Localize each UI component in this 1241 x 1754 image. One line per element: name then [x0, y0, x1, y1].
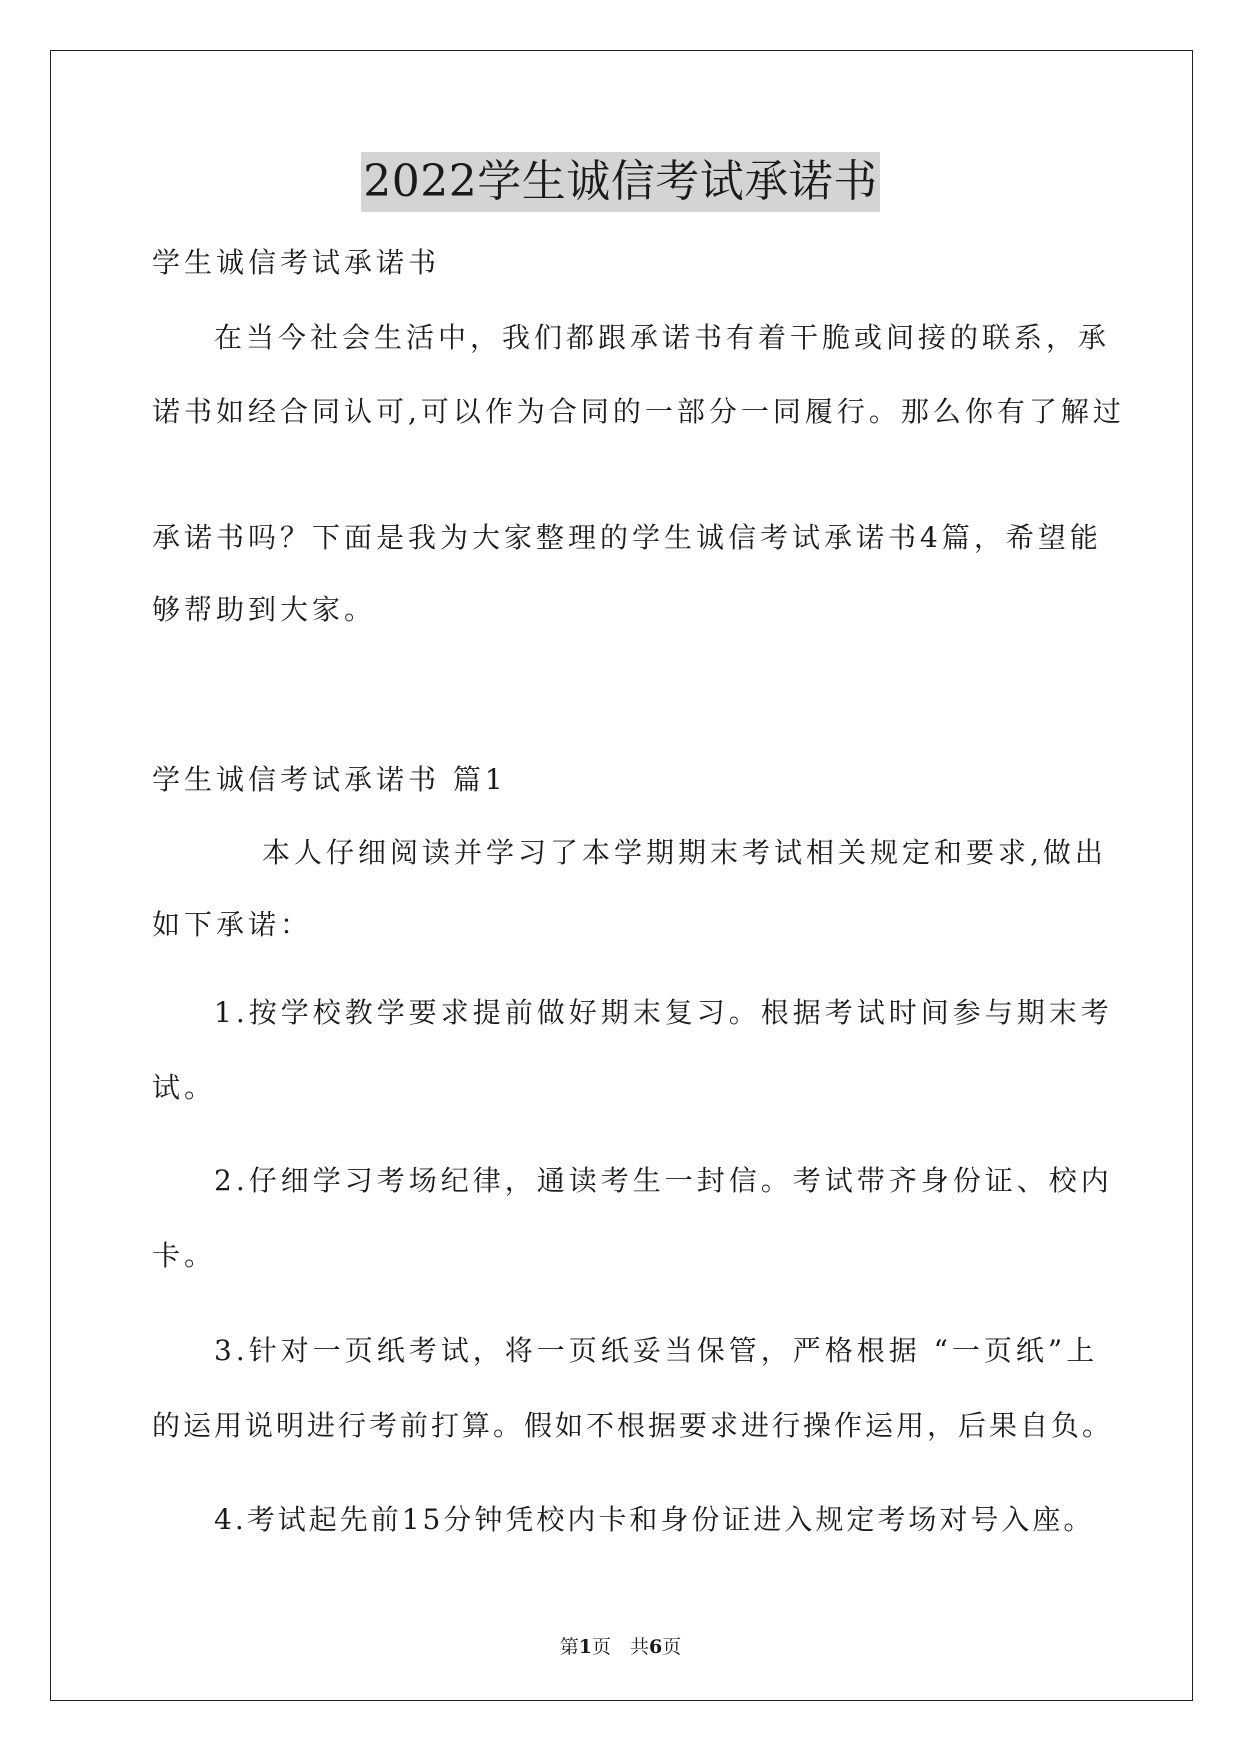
list-item-line: 3.针对一页纸考试，将一页纸妥当保管，严格根据 “一页纸”上	[214, 1334, 1099, 1367]
paragraph-line: 本人仔细阅读并学习了本学期期末考试相关规定和要求,做出	[262, 836, 1107, 869]
footer-prefix: 第	[559, 1636, 579, 1658]
list-item-line: 卡。	[152, 1239, 217, 1272]
paragraph-line: 够帮助到大家。	[152, 593, 377, 626]
paragraph-line: 如下承诺：	[152, 908, 313, 941]
list-item-line: 1.按学校教学要求提前做好期末复习。根据考试时间参与期末考	[214, 996, 1113, 1029]
page-footer	[0, 1632, 1241, 1659]
subtitle-line: 学生诚信考试承诺书	[152, 246, 441, 279]
paragraph-line: 诺书如经合同认可,可以作为合同的一部分一同履行。那么你有了解过	[152, 395, 1125, 428]
footer-total-pages: 6	[649, 1636, 663, 1658]
footer-current-page: 1	[578, 1636, 592, 1658]
list-item-line: 2.仔细学习考场纪律，通读考生一封信。考试带齐身份证、校内	[214, 1164, 1113, 1197]
list-item-line: 4.考试起先前15分钟凭校内卡和身份证进入规定考场对号入座。	[214, 1503, 1095, 1536]
paragraph-line: 在当今社会生活中，我们都跟承诺书有着干脆或间接的联系，承	[214, 321, 1111, 354]
footer-suffix: 页	[662, 1636, 682, 1658]
footer-mid: 页 共	[591, 1636, 649, 1658]
list-item-line: 的运用说明进行考前打算。假如不根据要求进行操作运用，后果自负。	[152, 1409, 1114, 1442]
section-heading: 学生诚信考试承诺书 篇1	[152, 763, 507, 796]
page-border	[50, 50, 1193, 1701]
list-item-line: 试。	[152, 1071, 217, 1104]
paragraph-line: 承诺书吗？下面是我为大家整理的学生诚信考试承诺书4篇，希望能	[152, 521, 1102, 554]
title-container	[0, 152, 1241, 212]
document-title: 2022学生诚信考试承诺书	[361, 152, 879, 212]
